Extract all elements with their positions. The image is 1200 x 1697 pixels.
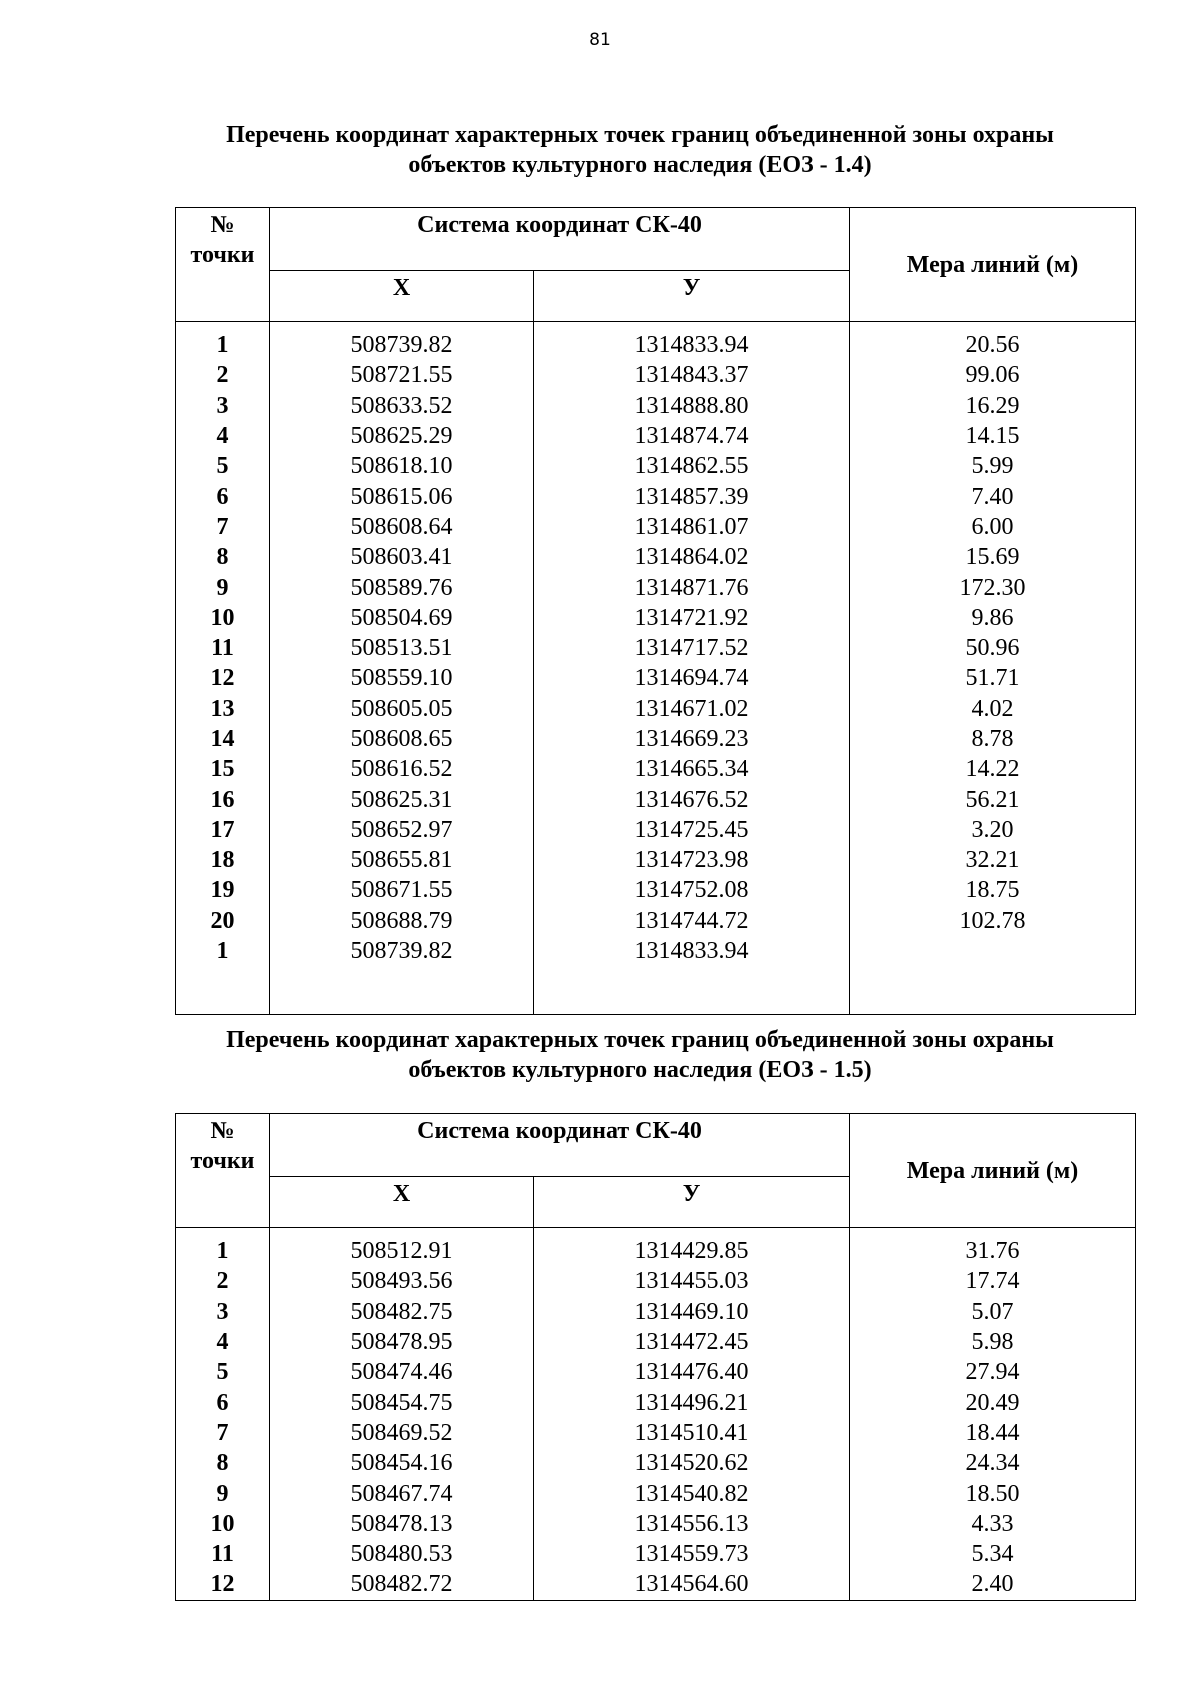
table-row	[176, 1478, 1136, 1508]
table-1-title-line-1: Перечень координат характерных точек границ объединенной зоны охраны	[226, 122, 1054, 148]
line-length-cell: 18.50	[850, 1478, 1136, 1508]
y-coordinate-cell: 1314752.08	[534, 875, 850, 905]
point-number-cell: 2	[176, 360, 270, 390]
point-number-cell: 10	[176, 1509, 270, 1539]
y-coordinate-cell: 1314540.82	[534, 1478, 850, 1508]
table-row	[176, 1357, 1136, 1387]
point-number-header-line-2: точки	[190, 242, 255, 268]
table-row	[176, 1448, 1136, 1478]
x-coordinate-cell: 508482.75	[270, 1297, 534, 1327]
table-2-body	[176, 1228, 1136, 1601]
page-number: 81	[589, 30, 611, 50]
y-coordinate-cell: 1314429.85	[534, 1236, 850, 1266]
line-length-cell: 5.34	[850, 1539, 1136, 1569]
y-coordinate-cell: 1314669.23	[534, 724, 850, 754]
line-length-cell: 24.34	[850, 1448, 1136, 1478]
x-coordinate-cell: 508559.10	[270, 663, 534, 693]
x-coordinate-cell: 508469.52	[270, 1418, 534, 1448]
x-coordinate-cell: 508474.46	[270, 1357, 534, 1387]
table-row	[176, 360, 1136, 390]
table-row	[176, 784, 1136, 814]
line-length-cell: 20.49	[850, 1387, 1136, 1417]
x-coordinate-cell: 508512.91	[270, 1236, 534, 1266]
x-coordinate-cell: 508618.10	[270, 451, 534, 481]
table-row	[176, 1418, 1136, 1448]
line-length-cell: 32.21	[850, 845, 1136, 875]
line-length-cell: 56.21	[850, 784, 1136, 814]
x-coordinate-cell: 508671.55	[270, 875, 534, 905]
table-row	[176, 451, 1136, 481]
x-coordinate-cell: 508480.53	[270, 1539, 534, 1569]
y-coordinate-cell: 1314559.73	[534, 1539, 850, 1569]
line-length-cell: 6.00	[850, 512, 1136, 542]
point-number-cell: 6	[176, 1387, 270, 1417]
y-coordinate-cell: 1314871.76	[534, 572, 850, 602]
line-length-cell: 4.02	[850, 694, 1136, 724]
coordinate-system-header: Система координат СК-40	[270, 1114, 850, 1177]
table-row	[176, 1327, 1136, 1357]
x-coordinate-cell: 508608.65	[270, 724, 534, 754]
line-length-cell: 5.98	[850, 1327, 1136, 1357]
line-length-cell: 2.40	[850, 1569, 1136, 1600]
line-length-cell: 18.75	[850, 875, 1136, 905]
point-number-cell: 11	[176, 633, 270, 663]
table-row	[176, 1509, 1136, 1539]
point-number-cell: 18	[176, 845, 270, 875]
x-column-header: X	[270, 271, 534, 322]
point-number-cell: 8	[176, 542, 270, 572]
x-coordinate-cell: 508478.13	[270, 1509, 534, 1539]
table-2-title	[160, 1025, 1120, 1085]
y-coordinate-cell: 1314862.55	[534, 451, 850, 481]
point-number-cell: 4	[176, 1327, 270, 1357]
x-coordinate-cell: 508615.06	[270, 481, 534, 511]
x-coordinate-cell: 508616.52	[270, 754, 534, 784]
x-coordinate-cell: 508493.56	[270, 1266, 534, 1296]
y-coordinate-cell: 1314721.92	[534, 603, 850, 633]
y-coordinate-cell: 1314564.60	[534, 1569, 850, 1600]
line-length-cell: 18.44	[850, 1418, 1136, 1448]
line-length-cell	[850, 936, 1136, 966]
y-coordinate-cell: 1314472.45	[534, 1327, 850, 1357]
point-number-header-line-2: точки	[190, 1148, 255, 1174]
x-coordinate-cell: 508467.74	[270, 1478, 534, 1508]
table-row	[176, 875, 1136, 905]
x-coordinate-cell: 508625.31	[270, 784, 534, 814]
point-number-cell: 10	[176, 603, 270, 633]
table-row	[176, 603, 1136, 633]
y-coordinate-cell: 1314676.52	[534, 784, 850, 814]
table-row	[176, 1539, 1136, 1569]
x-coordinate-cell: 508513.51	[270, 633, 534, 663]
line-length-cell: 14.15	[850, 421, 1136, 451]
x-coordinate-cell: 508454.16	[270, 1448, 534, 1478]
y-coordinate-cell: 1314469.10	[534, 1297, 850, 1327]
table-row	[176, 1569, 1136, 1600]
point-number-cell: 1	[176, 330, 270, 360]
coordinates-table-1	[175, 207, 1136, 1015]
point-number-cell: 4	[176, 421, 270, 451]
table-row	[176, 330, 1136, 360]
line-length-cell: 5.07	[850, 1297, 1136, 1327]
point-number-cell: 1	[176, 936, 270, 966]
coordinate-system-header: Система координат СК-40	[270, 208, 850, 271]
y-coordinate-cell: 1314888.80	[534, 391, 850, 421]
point-number-cell: 9	[176, 572, 270, 602]
x-coordinate-cell: 508608.64	[270, 512, 534, 542]
line-length-cell: 9.86	[850, 603, 1136, 633]
line-length-cell: 172.30	[850, 572, 1136, 602]
table-row	[176, 421, 1136, 451]
point-number-header-line-1: №	[210, 1118, 235, 1144]
x-coordinate-cell: 508739.82	[270, 936, 534, 966]
table-row	[176, 542, 1136, 572]
point-number-cell: 19	[176, 875, 270, 905]
y-coordinate-cell: 1314694.74	[534, 663, 850, 693]
line-length-cell: 50.96	[850, 633, 1136, 663]
y-coordinate-cell: 1314857.39	[534, 481, 850, 511]
y-coordinate-cell: 1314671.02	[534, 694, 850, 724]
line-length-cell: 4.33	[850, 1509, 1136, 1539]
x-coordinate-cell: 508478.95	[270, 1327, 534, 1357]
x-coordinate-cell: 508454.75	[270, 1387, 534, 1417]
y-coordinate-cell: 1314864.02	[534, 542, 850, 572]
table-1-body	[176, 322, 1136, 1015]
table-row	[176, 391, 1136, 421]
line-length-cell: 7.40	[850, 481, 1136, 511]
point-number-cell: 20	[176, 906, 270, 936]
table-2-title-line-2: объектов культурного наследия (ЕОЗ - 1.5)	[408, 1057, 872, 1083]
line-length-header: Мера линий (м)	[850, 208, 1136, 322]
table-row	[176, 481, 1136, 511]
line-length-cell: 17.74	[850, 1266, 1136, 1296]
point-number-header	[176, 1114, 270, 1228]
table-row	[176, 1387, 1136, 1417]
x-coordinate-cell: 508605.05	[270, 694, 534, 724]
line-length-cell: 20.56	[850, 330, 1136, 360]
point-number-header-line-1: №	[210, 212, 235, 238]
point-number-cell: 17	[176, 815, 270, 845]
point-number-cell: 1	[176, 1236, 270, 1266]
point-number-cell: 3	[176, 391, 270, 421]
y-coordinate-cell: 1314717.52	[534, 633, 850, 663]
table-row	[176, 1236, 1136, 1266]
x-coordinate-cell: 508625.29	[270, 421, 534, 451]
point-number-cell: 5	[176, 1357, 270, 1387]
point-number-cell: 6	[176, 481, 270, 511]
y-coordinate-cell: 1314874.74	[534, 421, 850, 451]
point-number-cell: 12	[176, 663, 270, 693]
x-coordinate-cell: 508504.69	[270, 603, 534, 633]
coordinates-table-2	[175, 1113, 1136, 1601]
line-length-cell: 16.29	[850, 391, 1136, 421]
line-length-cell: 3.20	[850, 815, 1136, 845]
y-coordinate-cell: 1314723.98	[534, 845, 850, 875]
line-length-cell: 14.22	[850, 754, 1136, 784]
table-row	[176, 512, 1136, 542]
point-number-cell: 7	[176, 512, 270, 542]
point-number-cell: 16	[176, 784, 270, 814]
line-length-cell: 8.78	[850, 724, 1136, 754]
y-coordinate-cell: 1314496.21	[534, 1387, 850, 1417]
point-number-cell: 15	[176, 754, 270, 784]
table-row	[176, 724, 1136, 754]
x-column-header: X	[270, 1177, 534, 1228]
x-coordinate-cell: 508633.52	[270, 391, 534, 421]
point-number-cell: 7	[176, 1418, 270, 1448]
y-coordinate-cell: 1314455.03	[534, 1266, 850, 1296]
x-coordinate-cell: 508655.81	[270, 845, 534, 875]
line-length-cell: 99.06	[850, 360, 1136, 390]
x-coordinate-cell: 508652.97	[270, 815, 534, 845]
table-2-title-line-1: Перечень координат характерных точек границ объединенной зоны охраны	[226, 1027, 1054, 1053]
table-row	[176, 633, 1136, 663]
x-coordinate-cell: 508688.79	[270, 906, 534, 936]
line-length-cell: 15.69	[850, 542, 1136, 572]
line-length-cell: 102.78	[850, 906, 1136, 936]
table-row	[176, 694, 1136, 724]
point-number-header	[176, 208, 270, 322]
table-row	[176, 754, 1136, 784]
line-length-cell: 5.99	[850, 451, 1136, 481]
table-row	[176, 815, 1136, 845]
y-column-header: У	[534, 1177, 850, 1228]
x-coordinate-cell: 508482.72	[270, 1569, 534, 1600]
y-column-header: У	[534, 271, 850, 322]
x-coordinate-cell: 508603.41	[270, 542, 534, 572]
y-coordinate-cell: 1314510.41	[534, 1418, 850, 1448]
line-length-header: Мера линий (м)	[850, 1114, 1136, 1228]
y-coordinate-cell: 1314833.94	[534, 330, 850, 360]
table-row	[176, 1297, 1136, 1327]
point-number-cell: 13	[176, 694, 270, 724]
y-coordinate-cell: 1314520.62	[534, 1448, 850, 1478]
point-number-cell: 14	[176, 724, 270, 754]
point-number-cell: 3	[176, 1297, 270, 1327]
table-1-title-line-2: объектов культурного наследия (ЕОЗ - 1.4)	[408, 152, 872, 178]
y-coordinate-cell: 1314665.34	[534, 754, 850, 784]
table-row	[176, 906, 1136, 936]
point-number-cell: 11	[176, 1539, 270, 1569]
line-length-cell: 51.71	[850, 663, 1136, 693]
table-1-title	[160, 120, 1120, 180]
table-row	[176, 845, 1136, 875]
point-number-cell: 12	[176, 1569, 270, 1600]
x-coordinate-cell: 508721.55	[270, 360, 534, 390]
x-coordinate-cell: 508589.76	[270, 572, 534, 602]
point-number-cell: 2	[176, 1266, 270, 1296]
y-coordinate-cell: 1314843.37	[534, 360, 850, 390]
y-coordinate-cell: 1314833.94	[534, 936, 850, 966]
y-coordinate-cell: 1314556.13	[534, 1509, 850, 1539]
table-row	[176, 572, 1136, 602]
x-coordinate-cell: 508739.82	[270, 330, 534, 360]
table-row	[176, 1266, 1136, 1296]
y-coordinate-cell: 1314476.40	[534, 1357, 850, 1387]
y-coordinate-cell: 1314725.45	[534, 815, 850, 845]
line-length-cell: 31.76	[850, 1236, 1136, 1266]
point-number-cell: 8	[176, 1448, 270, 1478]
y-coordinate-cell: 1314744.72	[534, 906, 850, 936]
line-length-cell: 27.94	[850, 1357, 1136, 1387]
point-number-cell: 5	[176, 451, 270, 481]
table-row	[176, 936, 1136, 966]
y-coordinate-cell: 1314861.07	[534, 512, 850, 542]
point-number-cell: 9	[176, 1478, 270, 1508]
table-row	[176, 663, 1136, 693]
